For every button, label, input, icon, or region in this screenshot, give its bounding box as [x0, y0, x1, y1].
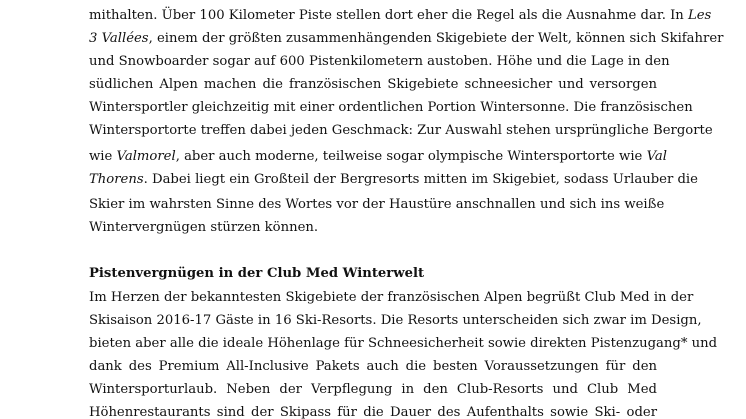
line-text: Wintersportler gleichzeitig mit einer ordentlichen Portion Wintersonne. Die französischen: [89, 100, 693, 115]
line-text: südlichen Alpen machen die französischen Skigebiete schneesicher und versorgen: [89, 77, 657, 92]
paragraph-line: [89, 5, 712, 27]
line-text: dank des Premium All-Inclusive Pakets auch die besten Voraussetzungen für den: [89, 359, 657, 374]
paragraph-line: [89, 51, 670, 73]
italic-place-name: Val: [646, 149, 667, 164]
paragraph-line: [89, 97, 693, 119]
line-text: mithalten. Über 100 Kilometer Piste stellen dort eher die Regel als die Ausnahme dar. In: [89, 8, 688, 23]
line-text: Skier im wahrsten Sinne des Wortes vor der Haustüre anschnallen und sich ins weiße: [89, 197, 665, 212]
line-text: wie: [89, 149, 117, 164]
line-text: Wintersportorte treffen dabei jeden Geschmack: Zur Auswahl stehen ursprüngliche Bergorte: [89, 123, 713, 138]
paragraph-line: [89, 402, 657, 419]
line-text: und Snowboarder sogar auf 600 Pistenkilometern austoben. Höhe und die Lage in den: [89, 54, 670, 69]
italic-place-name: Valmorel: [116, 149, 176, 164]
paragraph-line: [89, 28, 724, 50]
line-text: , einem der größten zusammenhängenden Skigebiete der Welt, können sich Skifahrer: [148, 31, 724, 46]
paragraph-line: [89, 379, 657, 401]
paragraph-line: [89, 333, 718, 355]
paragraph-line: [89, 146, 667, 168]
italic-place-name: Thorens: [89, 172, 144, 187]
line-text: Im Herzen der bekanntesten Skigebiete der französischen Alpen begrüßt Club Med in der: [89, 290, 694, 305]
line-text: Höhenrestaurants sind der Skipass für die Dauer des Aufenthalts sowie Ski- oder: [89, 405, 657, 419]
paragraph-line: [89, 310, 702, 332]
line-text: Wintervergnügen stürzen können.: [89, 220, 319, 235]
line-text: . Dabei liegt ein Großteil der Bergresorts mitten im Skigebiet, sodass Urlauber die: [143, 172, 698, 187]
line-text: bieten aber alle die ideale Höhenlage für Schneesicherheit sowie direkten Pistenzugang* und: [89, 336, 718, 351]
line-text: , aber auch moderne, teilweise sogar olympische Wintersportorte wie: [175, 149, 647, 164]
line-text: Wintersporturlaub. Neben der Verpflegung in den Club-Resorts und Club Med: [89, 382, 657, 397]
paragraph-line: [89, 74, 657, 96]
paragraph-line: [89, 194, 665, 216]
line-text: Skisaison 2016-17 Gäste in 16 Ski-Resorts. Die Resorts unterscheiden sich zwar im Design,: [89, 313, 702, 328]
paragraph-line: [89, 287, 694, 309]
italic-place-name: 3 Vallées: [89, 31, 149, 46]
paragraph-line: [89, 217, 657, 239]
paragraph-line: [89, 356, 657, 378]
paragraph-line: [89, 120, 713, 142]
paragraph-line: [89, 169, 698, 191]
italic-place-name: Les: [687, 8, 712, 23]
section-heading: Pistenvergnügen in der Club Med Winterwelt: [89, 266, 425, 281]
